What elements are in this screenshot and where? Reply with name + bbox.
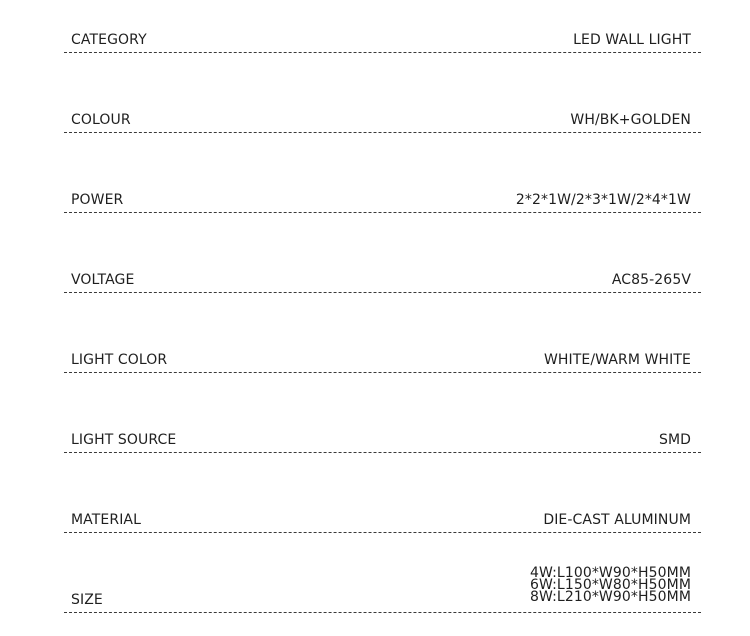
spec-value: 2*2*1W/2*3*1W/2*4*1W xyxy=(515,192,691,208)
spec-row-category xyxy=(64,0,701,53)
spec-value-line: 6W:L150*W80*H50MM xyxy=(529,577,691,593)
spec-row-light-source xyxy=(64,372,701,453)
spec-row-material xyxy=(64,452,701,533)
spec-value-line: 4W:L100*W90*H50MM xyxy=(529,565,691,581)
spec-value-line: 8W:L210*W90*H50MM xyxy=(529,589,691,605)
spec-value: WH/BK+GOLDEN xyxy=(570,112,691,128)
spec-label: POWER xyxy=(71,192,124,208)
spec-value: AC85-265V xyxy=(611,272,691,288)
spec-value: SMD xyxy=(658,432,691,448)
spec-label: VOLTAGE xyxy=(71,272,135,288)
spec-value: DIE-CAST ALUMINUM xyxy=(543,512,691,528)
spec-value: WHITE/WARM WHITE xyxy=(543,352,691,368)
spec-label: SIZE xyxy=(71,592,103,608)
spec-table xyxy=(64,0,701,636)
spec-label: CATEGORY xyxy=(71,32,147,48)
spec-label: LIGHT SOURCE xyxy=(71,432,177,448)
spec-row-power xyxy=(64,132,701,213)
spec-value-list xyxy=(530,567,691,603)
spec-label: COLOUR xyxy=(71,112,131,128)
spec-row-voltage xyxy=(64,212,701,293)
spec-value: LED WALL LIGHT xyxy=(573,32,691,48)
spec-row-size xyxy=(64,532,701,613)
spec-row-light-color xyxy=(64,292,701,373)
spec-label: LIGHT COLOR xyxy=(71,352,168,368)
spec-row-colour xyxy=(64,52,701,133)
spec-label: MATERIAL xyxy=(71,512,142,528)
